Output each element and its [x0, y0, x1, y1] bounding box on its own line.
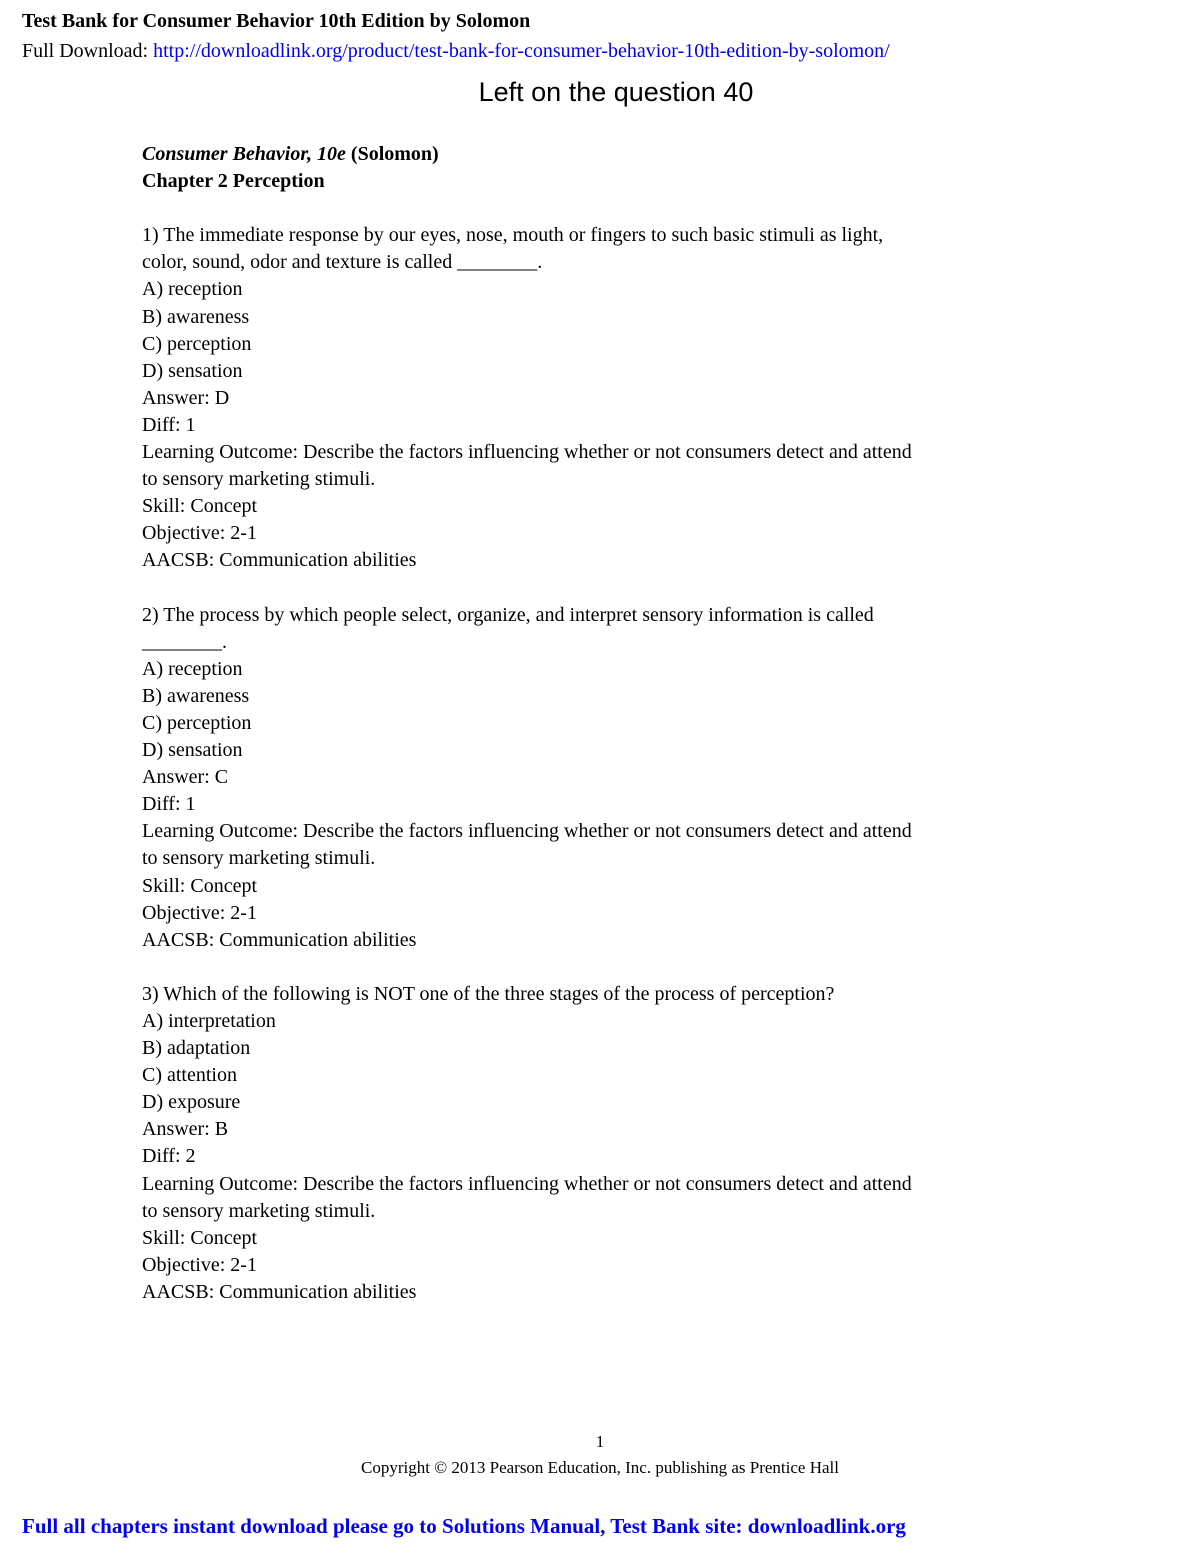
answer-option: D) sensation — [142, 739, 243, 762]
full-download-line — [22, 40, 890, 63]
question-stem: color, sound, odor and texture is called ________. — [142, 251, 543, 274]
answer-option: A) reception — [142, 278, 243, 301]
spacer — [142, 954, 1082, 981]
answer-option: B) adaptation — [142, 1037, 251, 1060]
answer-option: B) awareness — [142, 684, 250, 707]
question-block — [142, 222, 1082, 601]
question-block — [142, 981, 1082, 1306]
aacsb: AACSB: Communication abilities — [142, 1280, 417, 1303]
full-download-label: Full Download: — [22, 40, 154, 62]
difficulty: Diff: 1 — [142, 413, 196, 436]
spacer — [142, 575, 1082, 602]
question-block — [142, 602, 1082, 981]
download-link[interactable]: http://downloadlink.org/product/test-bank-for-consumer-behavior-10th-edition-by-solomon/ — [153, 40, 890, 62]
progress-note: Left on the question 40 — [478, 77, 754, 107]
answer-option: A) reception — [142, 657, 243, 680]
chapter-heading: Chapter 2 Perception — [142, 170, 325, 193]
footer-download-link[interactable]: Full all chapters instant download please go to Solutions Manual, Test Bank site: downloadlink.org — [22, 1514, 906, 1538]
question-stem: 1) The immediate response by our eyes, nose, mouth or fingers to such basic stimuli as light, — [142, 224, 884, 247]
learning-outcome: to sensory marketing stimuli. — [142, 847, 376, 870]
answer-option: D) exposure — [142, 1091, 241, 1114]
answer-key: Answer: C — [142, 766, 229, 789]
skill: Skill: Concept — [142, 495, 257, 518]
answer-key: Answer: D — [142, 386, 230, 409]
answer-key: Answer: B — [142, 1118, 229, 1141]
aacsb: AACSB: Communication abilities — [142, 549, 417, 572]
answer-option: A) interpretation — [142, 1010, 276, 1032]
objective: Objective: 2-1 — [142, 1253, 257, 1276]
page-number: 1 — [595, 1432, 605, 1451]
question-stem: 3) Which of the following is NOT one of the three stages of the process of perception? — [142, 982, 835, 1005]
answer-option: B) awareness — [142, 305, 250, 328]
book-title-italic: Consumer Behavior, 10e — [142, 143, 346, 165]
spacer — [142, 195, 1082, 222]
learning-outcome: Learning Outcome: Describe the factors influencing whether or not consumers detect and attend — [142, 1172, 912, 1195]
difficulty: Diff: 1 — [142, 793, 196, 816]
test-bank-content — [142, 141, 1082, 1306]
objective: Objective: 2-1 — [142, 901, 257, 924]
learning-outcome: Learning Outcome: Describe the factors influencing whether or not consumers detect and attend — [142, 820, 912, 843]
answer-option: C) perception — [142, 332, 252, 355]
answer-option: C) perception — [142, 711, 252, 734]
aacsb: AACSB: Communication abilities — [142, 928, 417, 951]
learning-outcome: Learning Outcome: Describe the factors influencing whether or not consumers detect and attend — [142, 441, 912, 464]
copyright-notice: Copyright © 2013 Pearson Education, Inc. publishing as Prentice Hall — [361, 1458, 839, 1477]
answer-option: C) attention — [142, 1064, 237, 1087]
skill: Skill: Concept — [142, 874, 257, 897]
question-stem: 2) The process by which people select, organize, and interpret sensory information is called — [142, 603, 874, 626]
learning-outcome: to sensory marketing stimuli. — [142, 1199, 376, 1222]
skill: Skill: Concept — [142, 1226, 257, 1249]
document-header-title: Test Bank for Consumer Behavior 10th Edition by Solomon — [22, 10, 531, 32]
book-author: (Solomon) — [345, 143, 439, 165]
objective: Objective: 2-1 — [142, 522, 257, 545]
book-title — [142, 141, 1082, 168]
learning-outcome: to sensory marketing stimuli. — [142, 468, 376, 491]
difficulty: Diff: 2 — [142, 1145, 196, 1168]
answer-option: D) sensation — [142, 359, 243, 382]
question-stem: ________. — [142, 630, 227, 653]
question-list — [142, 222, 1082, 1306]
